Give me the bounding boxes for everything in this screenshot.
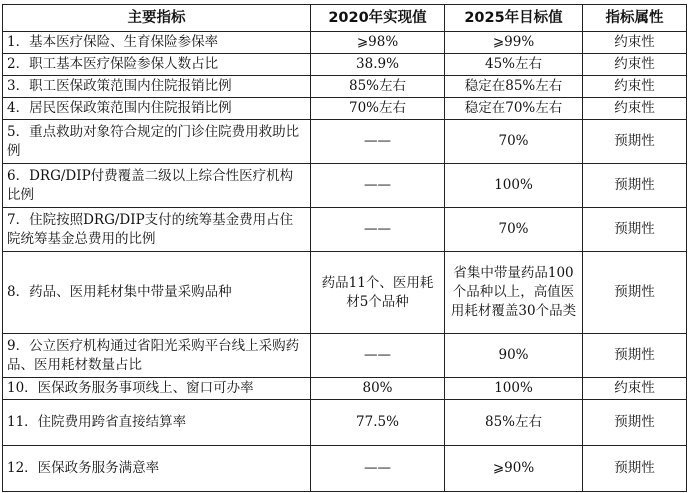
target-2025: 省集中带量药品100个品种以上，高值医用耗材覆盖30个品类 [445, 252, 583, 334]
indicator-table [2, 4, 687, 492]
target-2025: 90% [445, 334, 583, 378]
target-2025: 100% [445, 378, 583, 400]
table-row [3, 378, 687, 400]
value-2020: —— [311, 120, 445, 164]
table-row [3, 208, 687, 252]
header-2020-value: 2020年实现值 [311, 5, 445, 32]
indicator-name: 2．职工基本医疗保险参保人数占比 [3, 54, 311, 76]
header-indicator-attribute: 指标属性 [583, 5, 687, 32]
value-2020: 药品11个、医用耗材5个品种 [311, 252, 445, 334]
value-2020: 70%左右 [311, 98, 445, 120]
table-row [3, 98, 687, 120]
indicator-name: 12．医保政务服务满意率 [3, 446, 311, 492]
indicator-attribute: 预期性 [583, 400, 687, 446]
indicator-name: 4．居民医保政策范围内住院报销比例 [3, 98, 311, 120]
indicator-attribute: 预期性 [583, 164, 687, 208]
table-row [3, 252, 687, 334]
indicator-name: 5．重点救助对象符合规定的门诊住院费用救助比例 [3, 120, 311, 164]
indicator-name: 6．DRG/DIP付费覆盖二级以上综合性医疗机构比例 [3, 164, 311, 208]
value-2020: 80% [311, 378, 445, 400]
table-row [3, 334, 687, 378]
indicator-name: 3．职工医保政策范围内住院报销比例 [3, 76, 311, 98]
table-row [3, 164, 687, 208]
header-2025-target: 2025年目标值 [445, 5, 583, 32]
indicator-attribute: 预期性 [583, 252, 687, 334]
table-row [3, 32, 687, 54]
target-2025: 45%左右 [445, 54, 583, 76]
indicator-attribute: 预期性 [583, 334, 687, 378]
target-2025: 100% [445, 164, 583, 208]
target-2025: ⩾99% [445, 32, 583, 54]
target-2025: 稳定在70%左右 [445, 98, 583, 120]
value-2020: —— [311, 334, 445, 378]
indicator-name: 1．基本医疗保险、生育保险参保率 [3, 32, 311, 54]
value-2020: —— [311, 164, 445, 208]
indicator-attribute: 预期性 [583, 120, 687, 164]
table-row [3, 120, 687, 164]
value-2020: ⩾98% [311, 32, 445, 54]
target-2025: 85%左右 [445, 400, 583, 446]
indicator-attribute: 约束性 [583, 54, 687, 76]
value-2020: —— [311, 446, 445, 492]
indicator-attribute: 约束性 [583, 76, 687, 98]
indicator-attribute: 预期性 [583, 208, 687, 252]
indicator-name: 8．药品、医用耗材集中带量采购品种 [3, 252, 311, 334]
indicator-name: 10．医保政务服务事项线上、窗口可办率 [3, 378, 311, 400]
target-2025: 稳定在85%左右 [445, 76, 583, 98]
target-2025: 70% [445, 208, 583, 252]
value-2020: 85%左右 [311, 76, 445, 98]
indicator-attribute: 约束性 [583, 32, 687, 54]
indicator-attribute: 约束性 [583, 98, 687, 120]
table-row [3, 400, 687, 446]
value-2020: 38.9% [311, 54, 445, 76]
header-row [3, 5, 687, 32]
indicator-name: 7．住院按照DRG/DIP支付的统筹基金费用占住院统筹基金总费用的比例 [3, 208, 311, 252]
header-main-indicator: 主要指标 [3, 5, 311, 32]
table-row [3, 54, 687, 76]
value-2020: 77.5% [311, 400, 445, 446]
indicator-attribute: 预期性 [583, 446, 687, 492]
indicator-attribute: 约束性 [583, 378, 687, 400]
table-row [3, 446, 687, 492]
indicator-name: 11．住院费用跨省直接结算率 [3, 400, 311, 446]
table-row [3, 76, 687, 98]
indicator-name: 9．公立医疗机构通过省阳光采购平台线上采购药品、医用耗材数量占比 [3, 334, 311, 378]
target-2025: 70% [445, 120, 583, 164]
value-2020: —— [311, 208, 445, 252]
target-2025: ⩾90% [445, 446, 583, 492]
